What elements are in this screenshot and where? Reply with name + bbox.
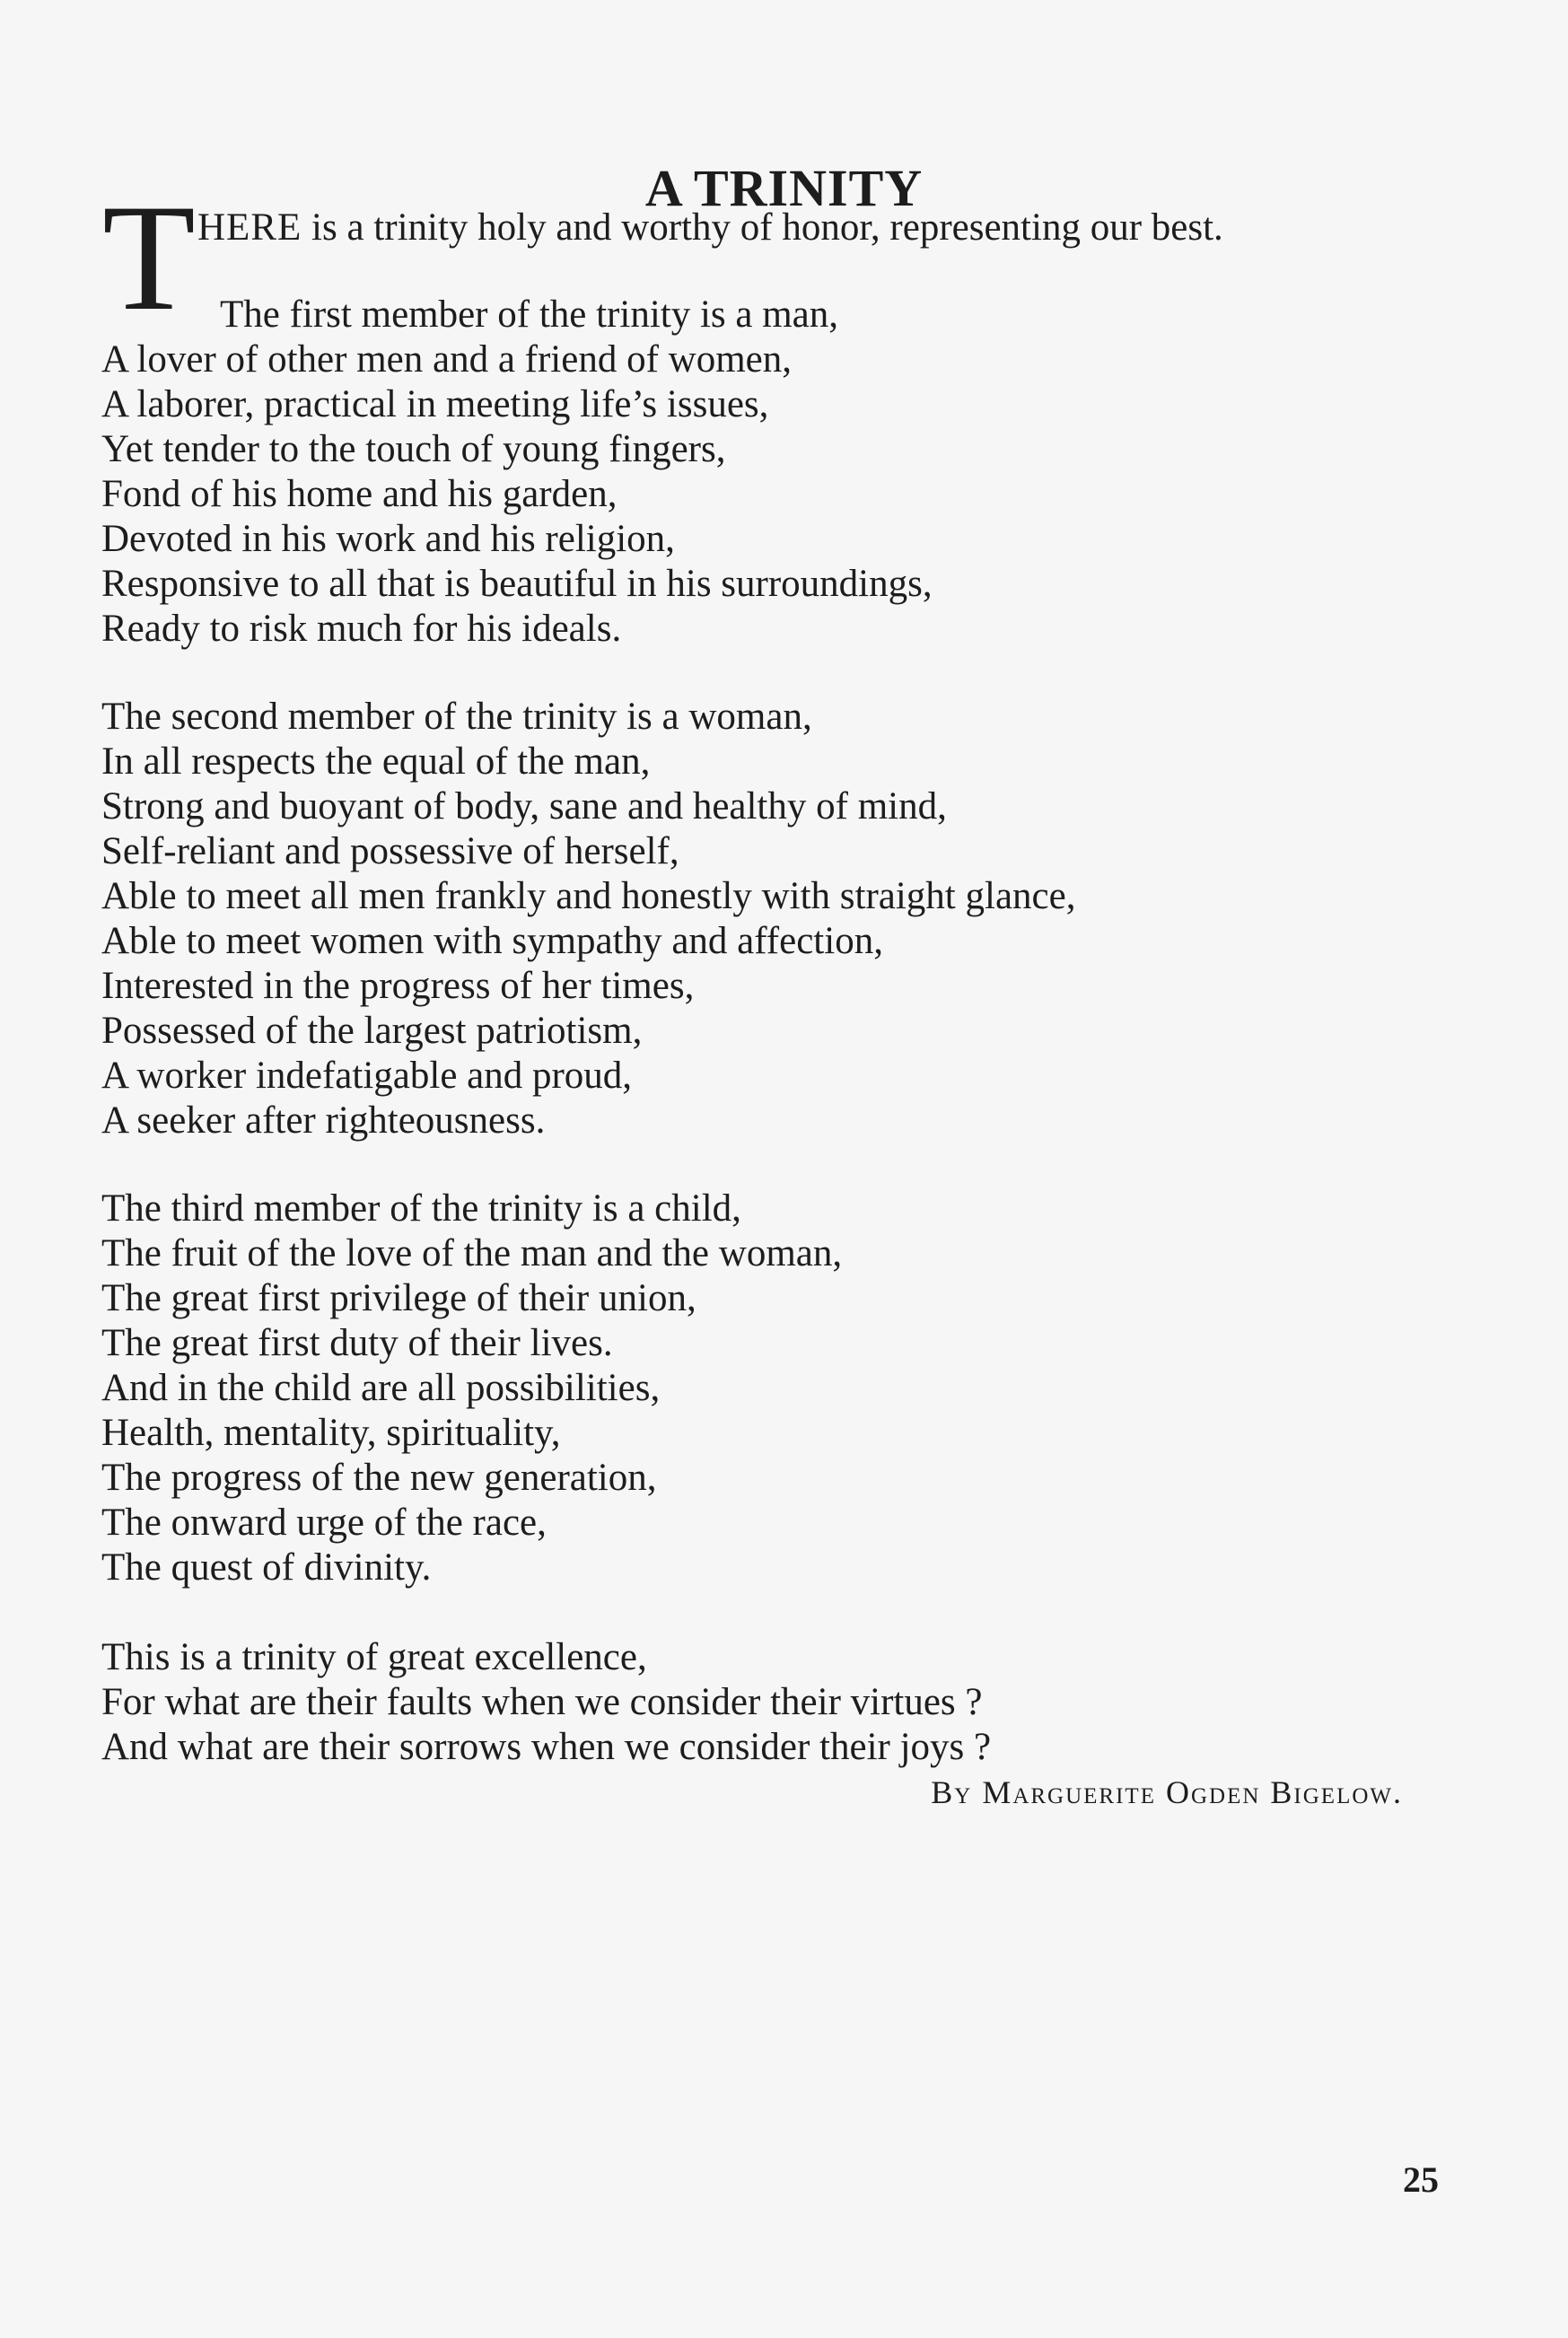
poem-line: A lover of other men and a friend of women, — [101, 338, 792, 381]
poem-line: The quest of divinity. — [101, 1546, 432, 1589]
poem-line: A laborer, practical in meeting life’s issues, — [101, 383, 769, 425]
poem-line: Interested in the progress of her times, — [101, 965, 695, 1007]
poem-line: The progress of the new generation, — [101, 1457, 657, 1499]
poem-line: Able to meet all men frankly and honestly with straight glance, — [101, 875, 1076, 917]
opening-line — [197, 203, 1223, 253]
poem-line: The third member of the trinity is a child, — [101, 1187, 741, 1230]
poem-line: Possessed of the largest patriotism, — [101, 1010, 643, 1052]
poem-line: Devoted in his work and his religion, — [101, 518, 675, 560]
poem-line: Strong and buoyant of body, sane and healthy of mind, — [101, 785, 947, 827]
author-attribution: By Marguerite Ogden Bigelow. — [931, 1774, 1403, 1810]
poem-line: In all respects the equal of the man, — [101, 740, 651, 783]
poem-line: The great first duty of their lives. — [101, 1322, 613, 1364]
stanza-3 — [101, 1187, 842, 1590]
poem-line: Self-reliant and possessive of herself, — [101, 830, 679, 872]
poem-line: A seeker after righteousness. — [101, 1099, 546, 1142]
poem-line: The fruit of the love of the man and the woman, — [101, 1232, 843, 1274]
poem-line: The onward urge of the race, — [101, 1502, 547, 1544]
poem-line: The first member of the trinity is a man, — [220, 293, 839, 336]
poem-line: Yet tender to the touch of young fingers, — [101, 428, 726, 470]
poem-line: A worker indefatigable and proud, — [101, 1055, 633, 1097]
poem-line: The second member of the trinity is a woman, — [101, 696, 812, 738]
stanza-2 — [101, 695, 1075, 1143]
stanza-4 — [101, 1635, 991, 1770]
poem-line: Health, mentality, spirituality, — [101, 1412, 561, 1454]
poem-title: A TRINITY — [644, 158, 924, 217]
poem-line: Ready to risk much for his ideals. — [101, 608, 622, 650]
page-number: 25 — [1403, 2159, 1439, 2200]
opening-first-word: HERE — [197, 206, 302, 249]
poem-line: And in the child are all possibilities, — [101, 1367, 661, 1409]
poem-line: Able to meet women with sympathy and affection, — [101, 920, 883, 962]
poem-line: Responsive to all that is beautiful in his surroundings, — [101, 563, 933, 605]
poem-line: Fond of his home and his garden, — [101, 473, 618, 515]
stanza-1 — [101, 293, 933, 652]
poem-line: The great first privilege of their union, — [101, 1277, 696, 1319]
poem-line: And what are their sorrows when we consider their joys ? — [101, 1726, 992, 1768]
poem-line: For what are their faults when we consider their virtues ? — [101, 1681, 983, 1723]
opening-line-rest: is a trinity holy and worthy of honor, representing our best. — [302, 206, 1223, 249]
poem-line: This is a trinity of great excellence, — [101, 1636, 647, 1678]
drop-cap: T — [102, 173, 196, 342]
